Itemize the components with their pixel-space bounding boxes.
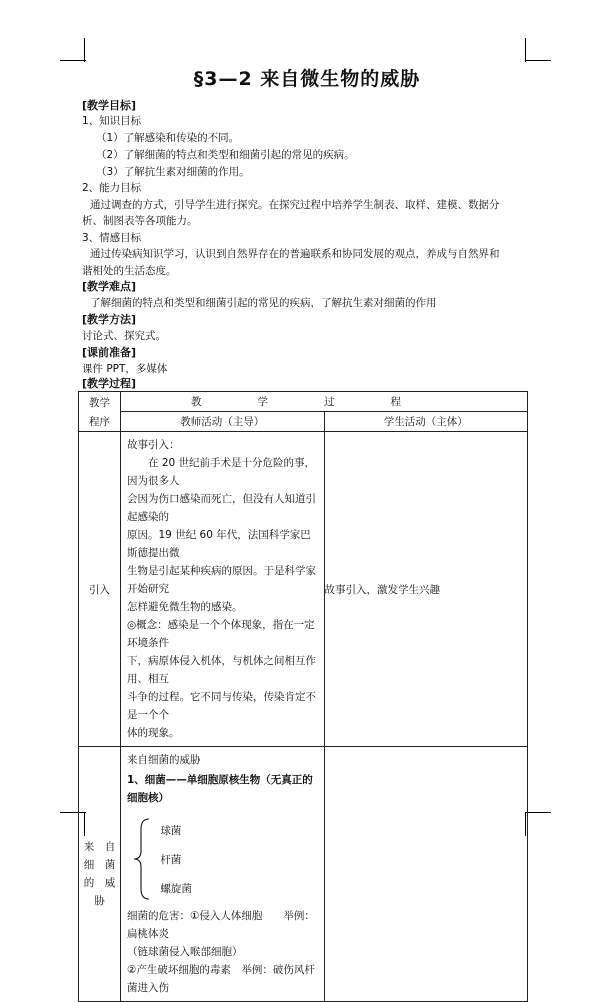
bacteria-program-line: 细 菌: [83, 859, 116, 871]
intro-teacher-line: 故事引入：: [127, 439, 180, 451]
teacher-header-cell: 教师活动（主导）: [121, 412, 325, 432]
intro-teacher-line: 生物是引起某种疾病的原因。于是科学家开始研究: [127, 565, 316, 595]
knowledge-item-1: （1）了解感染和传染的不同。: [96, 132, 240, 144]
harm-line-1: 细菌的危害：①侵入人体细胞 举例：扁桃体炎: [127, 910, 315, 940]
intro-student-cell: 故事引入，激发学生兴趣: [324, 432, 528, 747]
teaching-process-table: [78, 391, 528, 1002]
process-heading: [教学过程]: [82, 377, 137, 390]
bacteria-type-item: 螺旋菌: [160, 883, 192, 895]
emotion-text-2: 谐相处的生活态度。: [82, 265, 177, 277]
bacteria-teacher-cell: [121, 747, 325, 1002]
ability-text-2: 析、制图表等各项能力。: [82, 215, 198, 227]
intro-teacher-line: 下，病原体侵入机体，与机体之间相互作用、相互: [127, 655, 316, 685]
emotion-heading: 3、情感目标: [82, 232, 142, 244]
crop-mark-top-right-v: [525, 38, 526, 62]
crop-mark-top-right-h: [525, 60, 551, 61]
bacteria-definition: 1、细菌——单细胞原核生物（无真正的细胞核）: [127, 774, 313, 804]
intro-teacher-line: 在 20 世纪前手术是十分危险的事，因为很多人: [127, 457, 316, 487]
bacteria-intro: 来自细菌的威胁: [127, 754, 201, 766]
intro-teacher-line: 原因。19 世纪 60 年代，法国科学家巴斯德提出微: [127, 529, 311, 559]
bacteria-program-cell: [79, 747, 121, 1002]
program-header-cell: [79, 392, 121, 432]
intro-teacher-line: ◎概念：感染是一个个体现象，指在一定环境条件: [127, 619, 315, 649]
ability-heading: 2、能力目标: [82, 182, 142, 194]
harm-line-2: （链球菌侵入喉部细胞）: [127, 946, 243, 958]
bacteria-type-item: 杆菌: [160, 854, 182, 866]
brace-icon: [131, 817, 153, 901]
knowledge-item-3: （3）了解抗生素对细菌的作用。: [96, 166, 250, 178]
document-title: §3—2 来自微生物的威胁: [193, 68, 421, 90]
method-text: 讨论式、探究式。: [82, 330, 166, 342]
bacteria-program-line: 来 自: [83, 841, 116, 853]
bacteria-types-group: [127, 817, 318, 901]
ability-text-1: 通过调查的方式，引导学生进行探究。在探究过程中培养学生制表、取样、建模、数据分: [90, 199, 500, 211]
student-header-cell: 学生活动（主体）: [324, 412, 528, 432]
difficulty-heading: [教学难点]: [82, 280, 137, 293]
bacteria-types-list: [156, 817, 192, 904]
intro-teacher-cell: [121, 432, 325, 747]
bacteria-type-item: 球菌: [160, 825, 182, 837]
knowledge-heading: 1、知识目标: [82, 115, 142, 127]
harm-line-3: ②产生破坏细胞的毒素 举例：破伤风杆菌进入伤: [127, 964, 315, 994]
knowledge-item-2: （2）了解细菌的特点和类型和细菌引起的常见的疾病。: [96, 149, 355, 161]
method-heading: [教学方法]: [82, 313, 137, 326]
process-header-cell: [121, 392, 528, 412]
intro-program-cell: 引入: [79, 432, 121, 747]
difficulty-text: 了解细菌的特点和类型和细菌引起的常见的疾病，了解抗生素对细菌的作用: [90, 297, 437, 309]
intro-teacher-line: 怎样避免微生物的感染。: [127, 601, 243, 613]
bacteria-program-line: 胁: [94, 895, 105, 907]
intro-teacher-line: 体的现象。: [127, 727, 180, 739]
bacteria-program-text: [79, 838, 120, 910]
program-header-line-1: 教学: [89, 396, 110, 409]
prep-text: 课件 PPT，多媒体: [82, 363, 168, 375]
intro-teacher-text: [121, 432, 324, 746]
crop-mark-bottom-right-h: [525, 812, 551, 813]
program-header-line-2: 程序: [89, 415, 110, 428]
crop-mark-top-left-v: [84, 38, 85, 62]
bacteria-student-cell: [324, 747, 528, 1002]
intro-teacher-line: 会因为伤口感染而死亡，但没有人知道引起感染的: [127, 493, 316, 523]
emotion-text-1: 通过传染病知识学习，认识到自然界存在的普遍联系和协同发展的观点，养成与自然界和: [90, 248, 500, 260]
prep-heading: [课前准备]: [82, 346, 137, 359]
goals-heading: [教学目标]: [82, 99, 137, 112]
process-header-text: 教学过程: [191, 396, 457, 408]
bacteria-program-line: 的 威: [83, 877, 116, 889]
crop-mark-top-left-h: [60, 60, 86, 61]
intro-teacher-line: 斗争的过程。它不同与传染，传染肯定不是一个个: [127, 691, 316, 721]
